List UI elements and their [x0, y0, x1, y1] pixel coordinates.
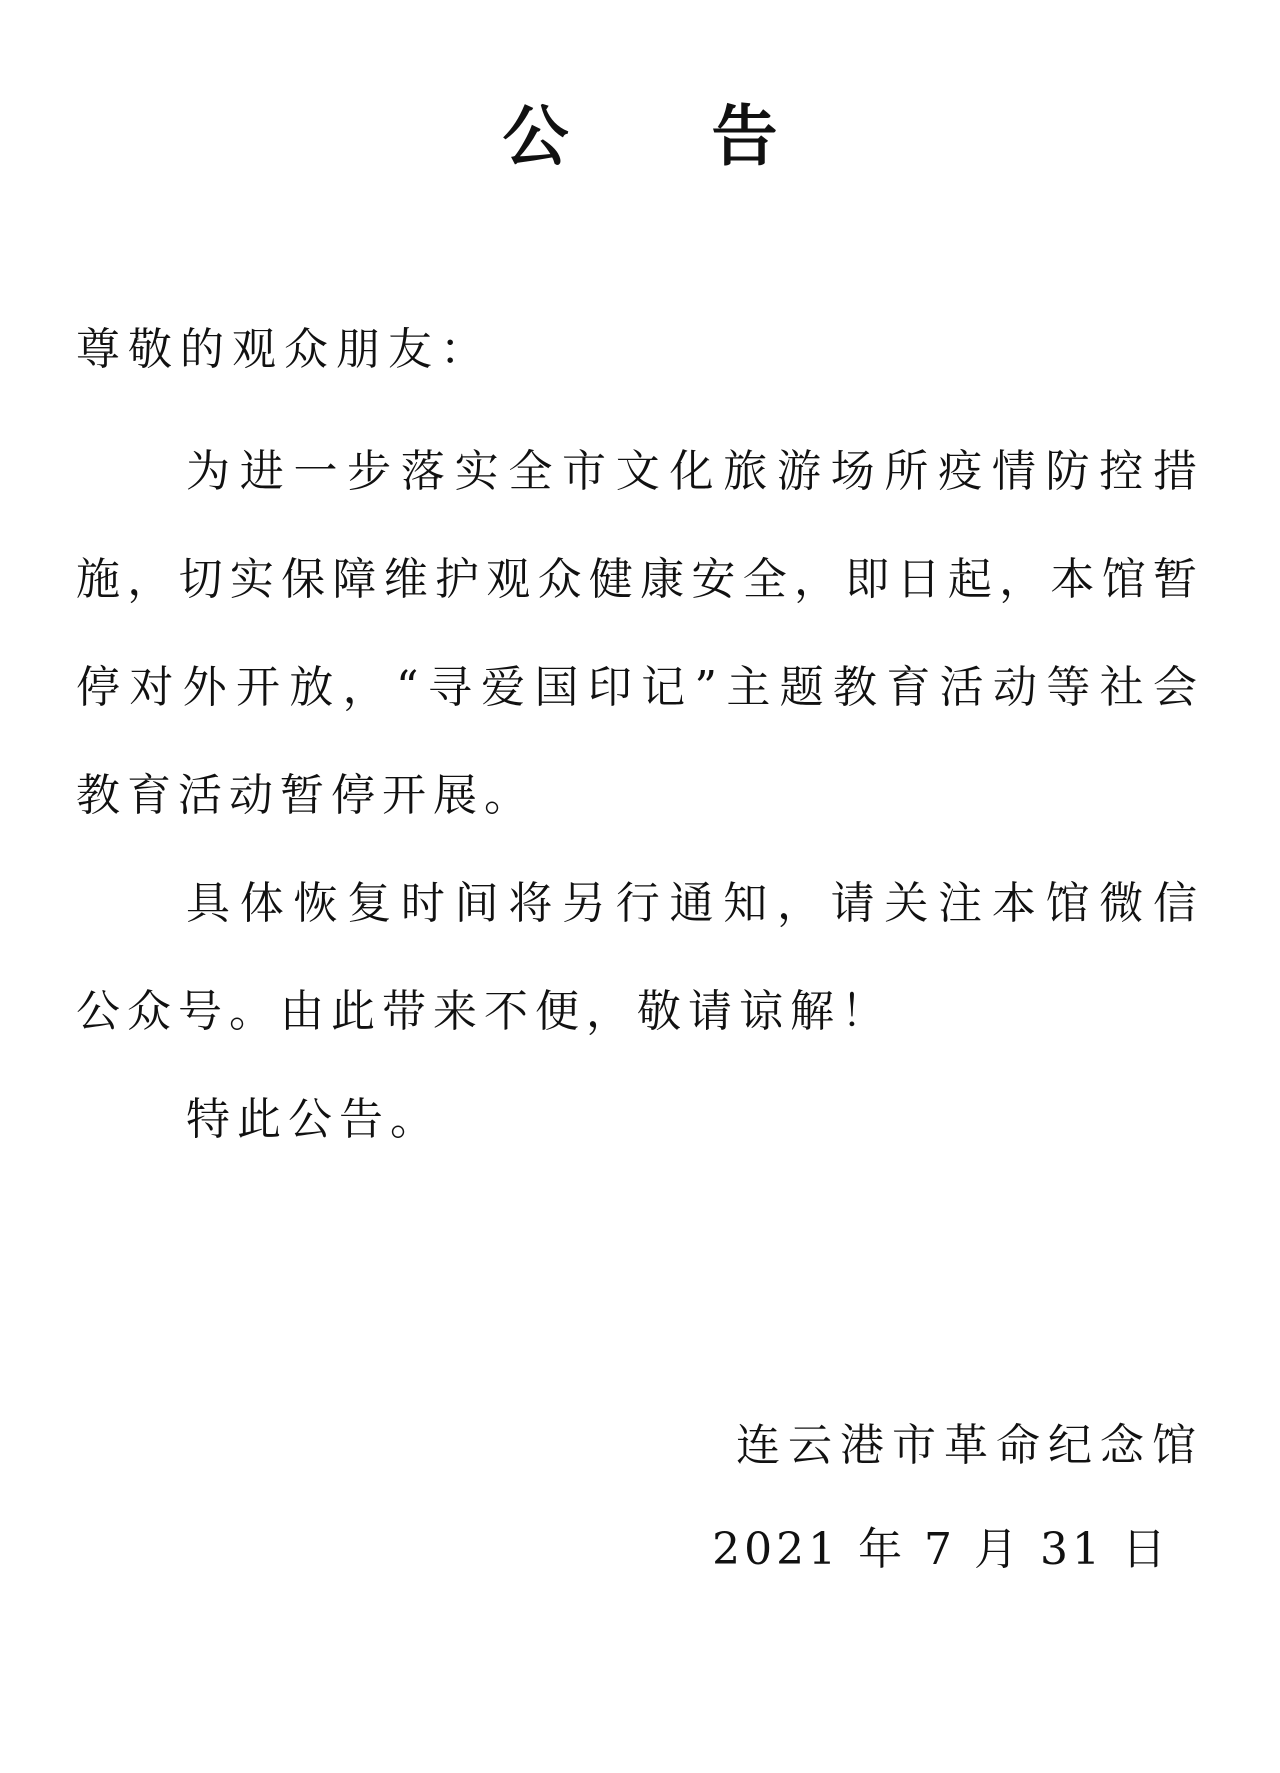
paragraph-3-container [76, 1066, 1204, 1174]
notice-title-text: 公 告 [502, 98, 838, 175]
issuer-name: 连云港市革命纪念馆 [736, 1420, 1204, 1471]
paragraph-2-container [76, 850, 1204, 1066]
issue-date: 2021 年 7 月 31 日 [712, 1524, 1170, 1575]
paragraph-3: 特此公告。 [186, 1094, 441, 1145]
notice-title [0, 92, 1280, 182]
paragraph-1-container [76, 418, 1204, 850]
paragraph-2: 具体恢复时间将另行通知，请关注本馆微信公众号。由此带来不便，敬请谅解！ [76, 878, 1204, 1037]
salutation: 尊敬的观众朋友： [76, 324, 492, 375]
paragraph-1: 为进一步落实全市文化旅游场所疫情防控措施，切实保障维护观众健康安全，即日起，本馆暂停对外开放，“寻爱国印记”主题教育活动等社会教育活动暂停开展。 [76, 446, 1204, 821]
